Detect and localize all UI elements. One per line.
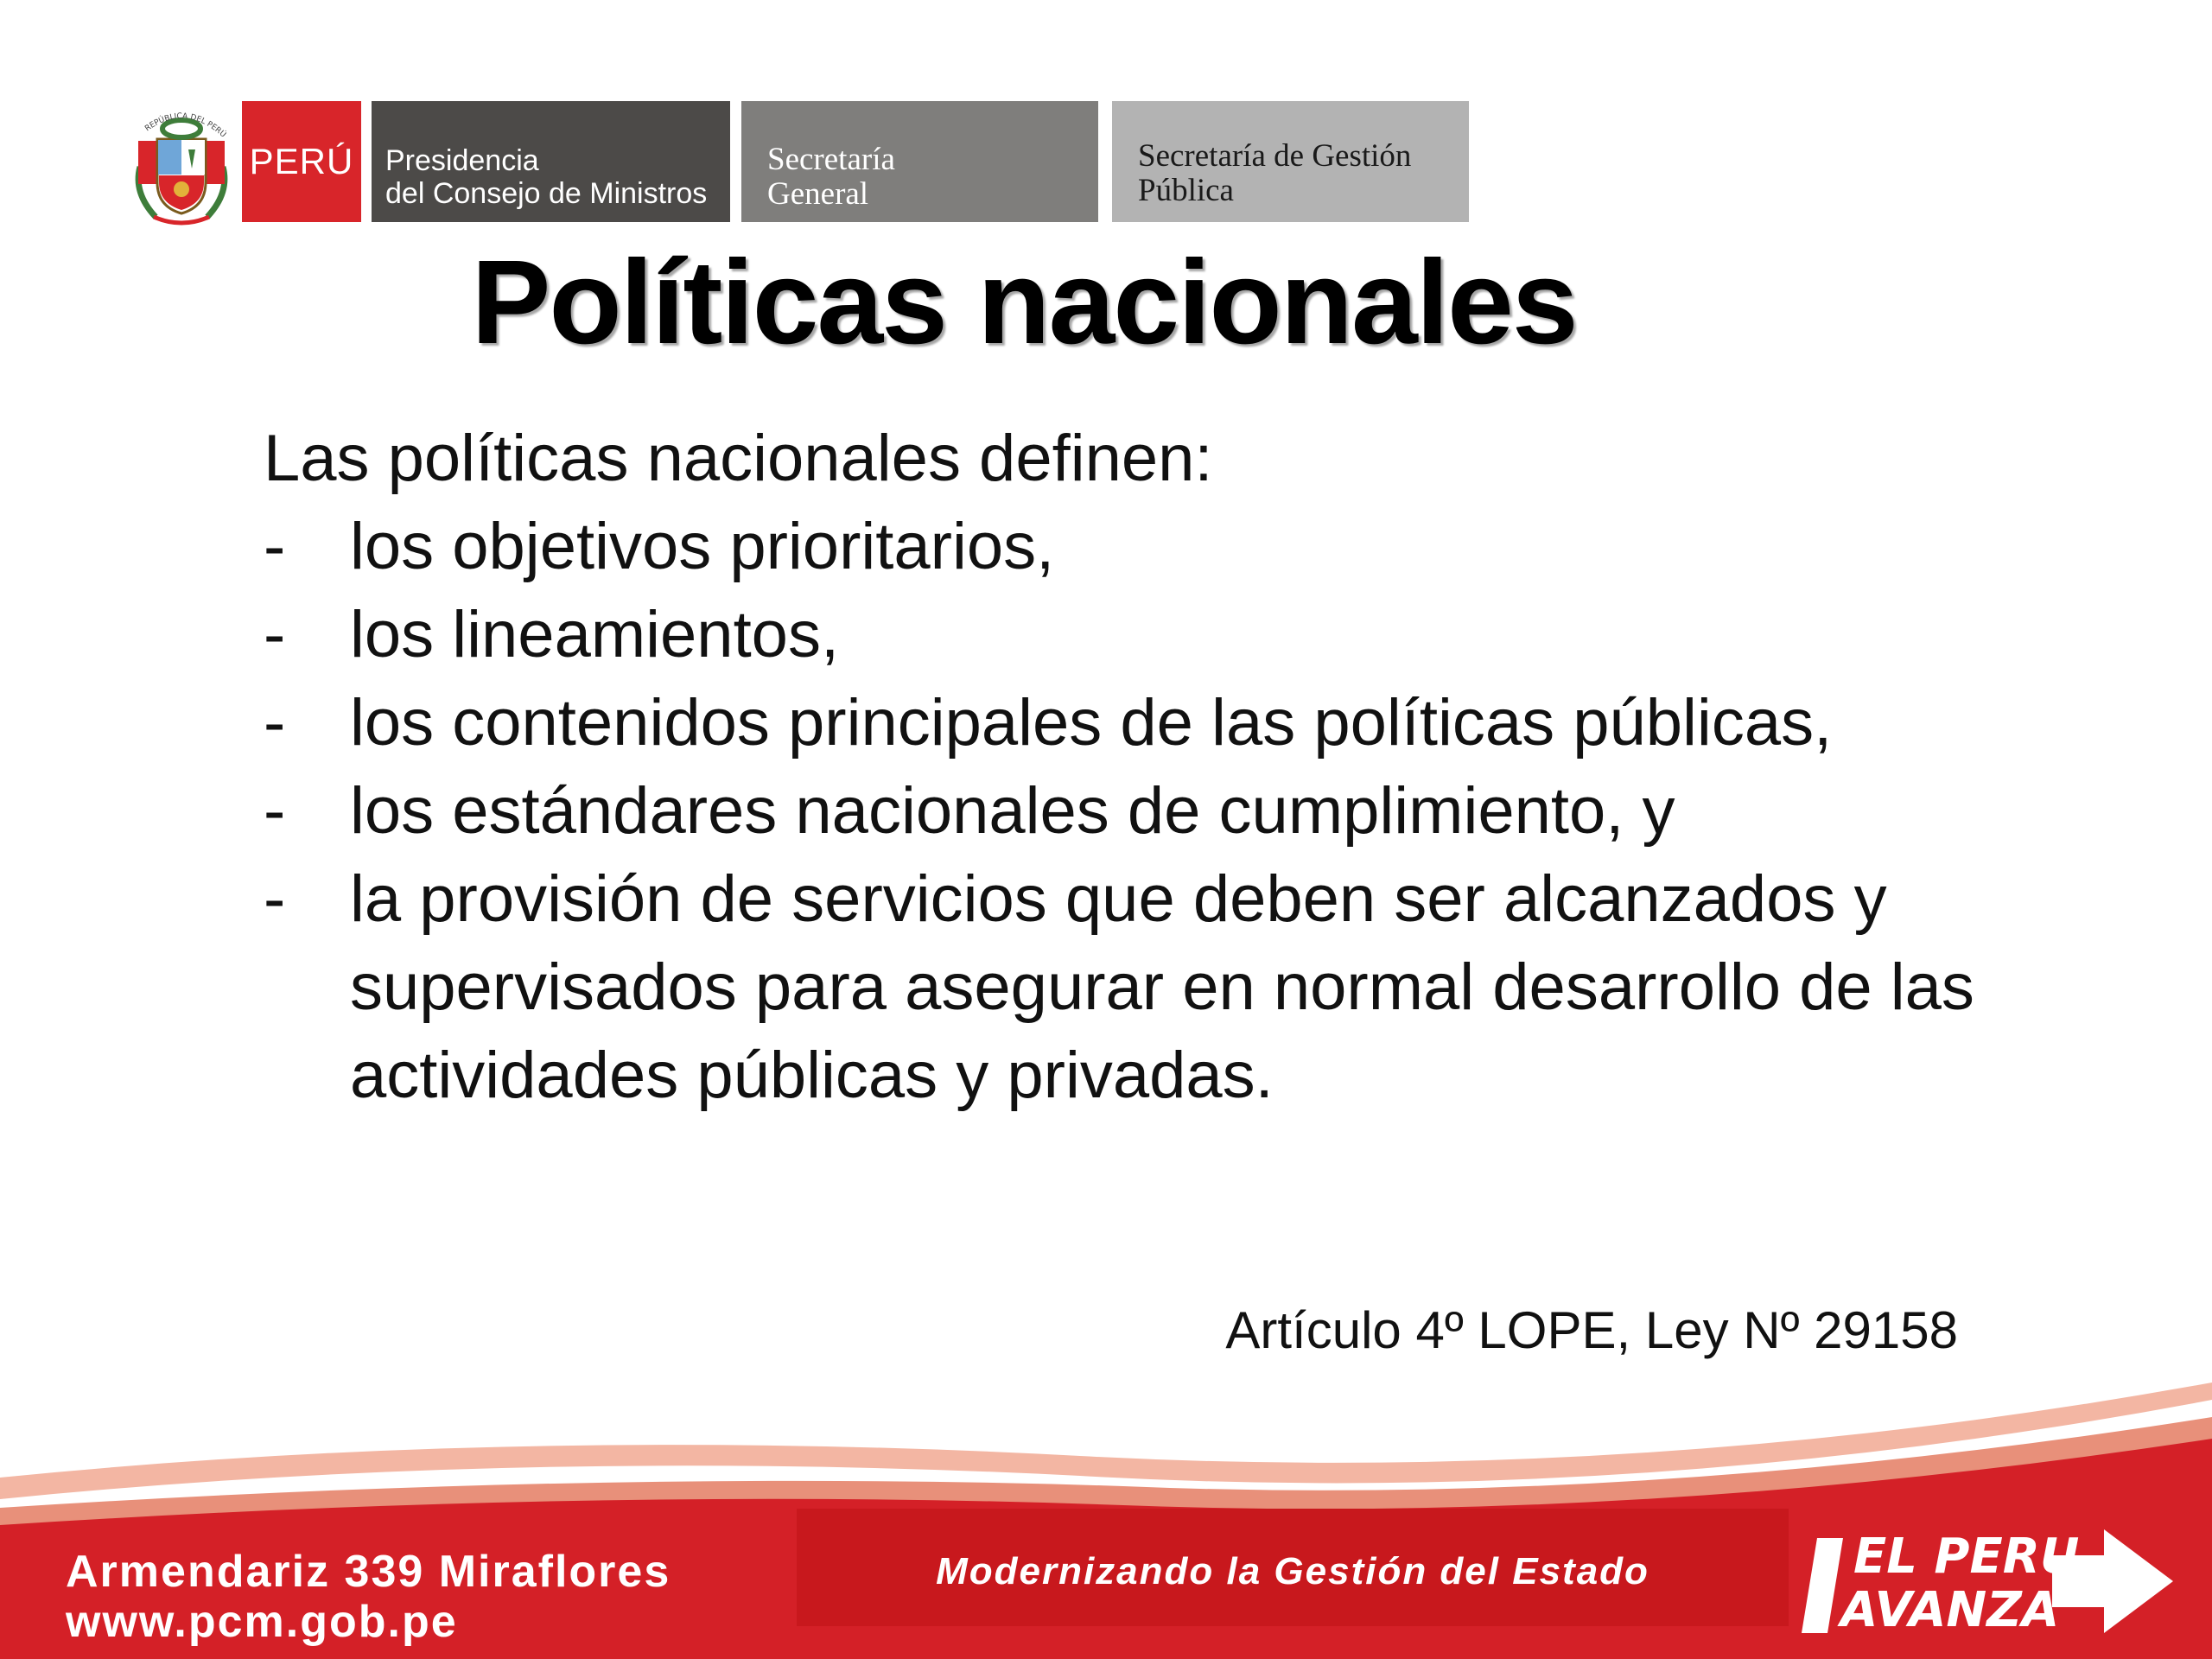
bullet-dash: -	[264, 774, 286, 848]
presidencia-box	[372, 101, 730, 222]
list-item-text: los contenidos principales de las políticas públicas,	[350, 686, 1833, 760]
list-item	[264, 767, 1974, 855]
peru-coat-of-arms-icon	[130, 106, 233, 227]
secretaria-gestion-publica-box	[1112, 101, 1469, 222]
peru-logo-box	[242, 101, 361, 222]
bullet-dash: -	[264, 598, 286, 671]
list-item	[264, 591, 1974, 679]
slide-title: Políticas nacionales	[471, 236, 1577, 369]
list-item	[264, 503, 1974, 591]
el-peru-avanza-logo	[1793, 1521, 2173, 1642]
logo-line-1: EL PERU	[1853, 1529, 2080, 1585]
website-line: www.pcm.gob.pe	[66, 1597, 458, 1647]
secretaria-gestion-line-1: Secretaría de Gestión	[1138, 138, 1412, 174]
list-item-text: los objetivos prioritarios,	[350, 510, 1055, 583]
peru-label: PERÚ	[249, 141, 354, 181]
presidencia-line-2: del Consejo de Ministros	[385, 177, 708, 210]
secretaria-gestion-line-2: Pública	[1138, 173, 1234, 208]
bullet-dash: -	[264, 686, 286, 760]
list-item	[264, 679, 1974, 767]
coat-of-arms-text: REPÚBLICA DEL PERÚ	[143, 111, 228, 140]
legal-citation: Artículo 4º LOPE, Ley Nº 29158	[1225, 1301, 1958, 1359]
secretaria-general-line-2: General	[767, 176, 869, 212]
bullet-dash: -	[264, 510, 286, 583]
list-item-text: los lineamientos,	[350, 598, 840, 671]
secretaria-general-box	[741, 101, 1098, 222]
presidencia-line-1: Presidencia	[385, 144, 539, 177]
secretaria-general-line-1: Secretaría	[767, 142, 895, 177]
address-line: Armendariz 339 Miraflores	[66, 1547, 671, 1597]
slide-body	[264, 415, 1974, 1120]
slogan-box	[797, 1509, 1789, 1626]
bullet-dash: -	[264, 862, 286, 936]
footer-slogan: Modernizando la Gestión del Estado	[936, 1550, 1649, 1592]
logo-line-2: AVANZA	[1840, 1582, 2060, 1638]
footer-address	[66, 1547, 671, 1647]
list-item	[264, 855, 1974, 1120]
list-item-text: los estándares nacionales de cumplimiento, y	[350, 774, 1675, 848]
intro-text: Las políticas nacionales definen:	[264, 422, 1213, 495]
list-item-text: la provisión de servicios que deben ser alcanzados y supervisados para asegurar en normal desarrollo de las actividades públicas y privadas.	[350, 862, 1974, 1112]
